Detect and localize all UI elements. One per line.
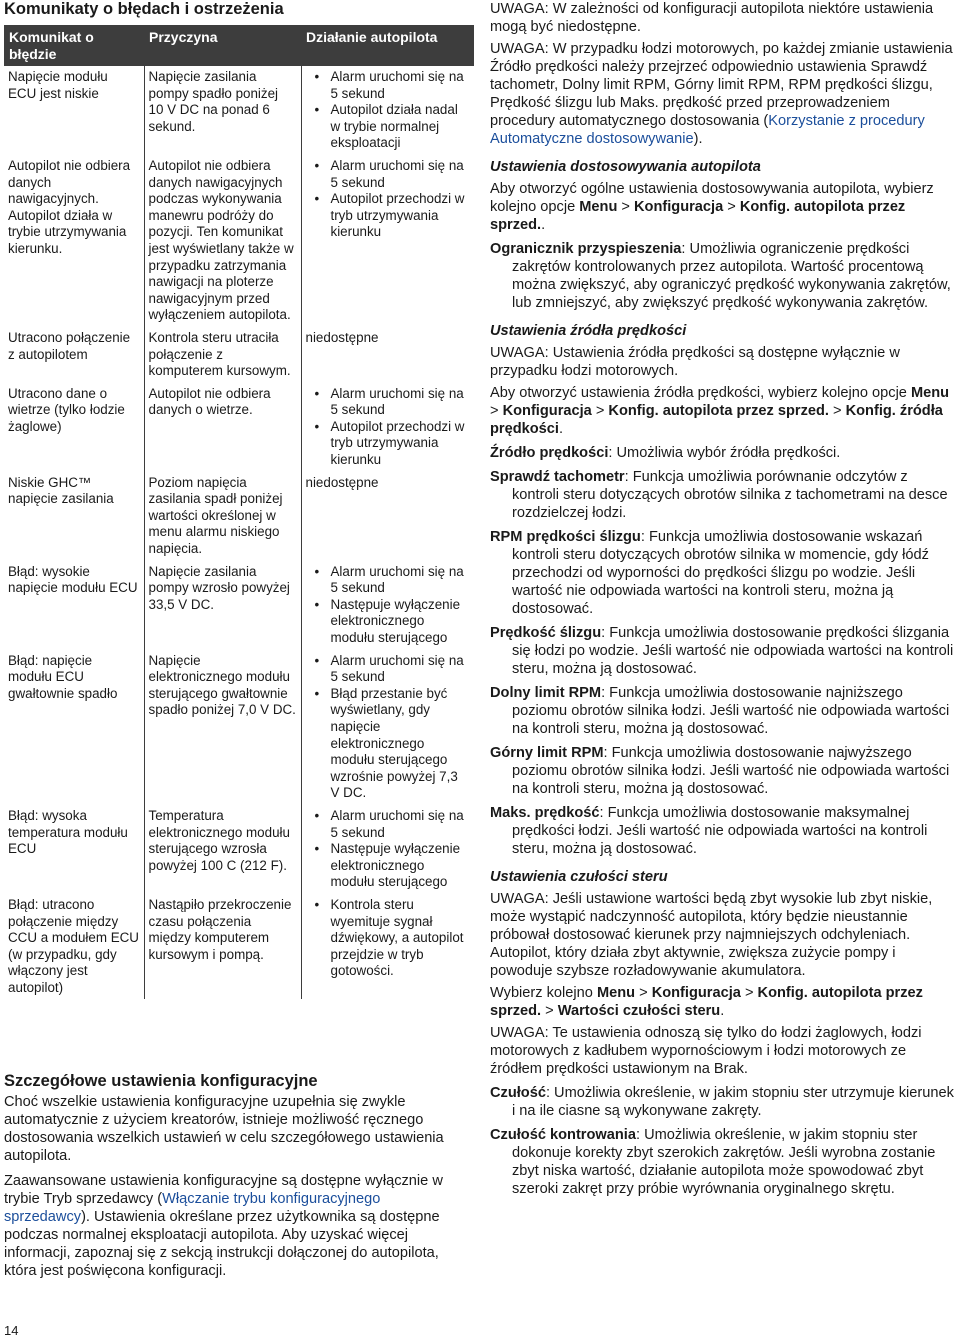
action-cell bbox=[301, 383, 474, 472]
error-message-cell: Utracono dane o wietrze (tylko łodzie żaglowe) bbox=[4, 383, 144, 472]
def-counter-sensitivity: Czułość kontrowania: Umożliwia określenie, w jakim stopniu ster dokonuje korekty zbyt szerokich zakrętów. Jeśli wyrobna zostanie zbyt niska wartość, działanie autopilota może spowodować zbyt szeroki zakręt przy próbie wyrównania oryginalnego skrętu. bbox=[490, 1127, 936, 1197]
def-check-tachometer: Sprawdź tachometr: Funkcja umożliwia porównanie odczytów z kontroli steru dotyczących obrotów silnika z tachometrami na desce rozdzielczej łodzi. bbox=[490, 469, 948, 521]
action-list-item: • Alarm uruchomi się na 5 sekund bbox=[331, 158, 471, 191]
action-cell bbox=[301, 561, 474, 650]
action-list-item: • Autopilot działa nadal w trybie normalnej eksploatacji bbox=[331, 102, 471, 152]
error-message-cell: Napięcie modułu ECU jest niskie bbox=[4, 66, 144, 155]
header-message: Komunikat o błędzie bbox=[4, 25, 144, 66]
action-cell bbox=[301, 894, 474, 1000]
tuning-open-instructions: Aby otworzyć ogólne ustawienia dostosowywania autopilota, wybierz kolejno opcje Menu > Konfiguracja > Konfig. autopilota przez sprzed.. bbox=[490, 181, 934, 233]
left-column bbox=[4, 0, 474, 995]
table-row bbox=[4, 383, 474, 472]
table-row bbox=[4, 805, 474, 894]
action-list-item: • Błąd przestanie być wyświetlany, gdy napięcie elektronicznego modułu sterującego wzrośnie powyżej 7,3 V DC. bbox=[331, 686, 471, 802]
action-cell bbox=[301, 472, 474, 561]
page-number: 14 bbox=[4, 1323, 19, 1338]
action-list bbox=[306, 69, 471, 152]
action-list-item: • Kontrola steru wyemituje sygnał dźwiękowy, a autopilot przejdzie w tryb gotowości. bbox=[331, 897, 471, 980]
sensitivity-open-instructions: Wybierz kolejno Menu > Konfiguracja > Konfig. autopilota przez sprzed. > Wartości czułości steru. bbox=[490, 985, 923, 1019]
subheading-speed-source: Ustawienia źródła prędkości bbox=[490, 323, 687, 339]
action-list bbox=[306, 653, 471, 802]
action-list bbox=[306, 158, 471, 241]
action-list-item: • Autopilot przechodzi w tryb utrzymywania kierunku bbox=[331, 191, 471, 241]
action-cell bbox=[301, 327, 474, 383]
def-speed-source: Źródło prędkości: Umożliwia wybór źródła prędkości. bbox=[490, 445, 841, 461]
table-row bbox=[4, 472, 474, 561]
error-message-cell: Błąd: utracono połączenie między CCU a modułem ECU (w przypadku, gdy włączony jest autopilot) bbox=[4, 894, 144, 1000]
error-message-cell: Błąd: wysokie napięcie modułu ECU bbox=[4, 561, 144, 650]
action-list-item: • Alarm uruchomi się na 5 sekund bbox=[331, 653, 471, 686]
action-list-item: • Następuje wyłączenie elektronicznego modułu sterującego bbox=[331, 597, 471, 647]
def-planing-speed: Prędkość ślizgu: Funkcja umożliwia dostosowanie prędkości ślizgania się łodzi po wodzie. Jeśli wartość nie odpowiada wartości na kontroli steru, można ją dostosować. bbox=[490, 625, 954, 677]
speed-source-open-instructions: Aby otworzyć ustawienia źródła prędkości, wybierz kolejno opcje Menu > Konfiguracja > Konfig. autopilota przez sprzed. > Konfig. źródła prędkości. bbox=[490, 385, 950, 437]
def-sensitivity: Czułość: Umożliwia określenie, w jakim stopniu ster utrzymuje kierunek i na ile ciasne są wykonywane zakręty. bbox=[490, 1085, 954, 1119]
action-list-item: • Alarm uruchomi się na 5 sekund bbox=[331, 564, 471, 597]
note-motor-only: UWAGA: Ustawienia źródła prędkości są dostępne wyłącznie w przypadku łodzi motorowych. bbox=[490, 345, 900, 379]
config-intro bbox=[4, 1093, 466, 1287]
section-title-config: Szczegółowe ustawienia konfiguracyjne bbox=[4, 1072, 318, 1090]
action-list bbox=[306, 564, 471, 647]
header-action: Działanie autopilota bbox=[301, 25, 474, 66]
cause-cell: Poziom napięcia zasilania spadł poniżej wartości określonej w menu alarmu niskiego napięcia. bbox=[144, 472, 301, 561]
subheading-tuning: Ustawienia dostosowywania autopilota bbox=[490, 159, 761, 175]
action-list bbox=[306, 808, 471, 891]
error-messages-table bbox=[4, 25, 474, 999]
action-list-item: • Alarm uruchomi się na 5 sekund bbox=[331, 69, 471, 102]
error-message-cell: Utracono połączenie z autopilotem bbox=[4, 327, 144, 383]
action-list-item: • Alarm uruchomi się na 5 sekund bbox=[331, 386, 471, 419]
table-row bbox=[4, 561, 474, 650]
table-header-row bbox=[4, 25, 474, 66]
cause-cell: Kontrola steru utraciła połączenie z komputerem kursowym. bbox=[144, 327, 301, 383]
table-row bbox=[4, 66, 474, 155]
action-cell bbox=[301, 805, 474, 894]
cause-cell: Nastąpiło przekroczenie czasu połączenia między komputerem kursowym i pompą. bbox=[144, 894, 301, 1000]
cause-cell: Napięcie zasilania pompy wzrosło powyżej 33,5 V DC. bbox=[144, 561, 301, 650]
right-column bbox=[490, 0, 954, 1198]
action-list-item: • Następuje wyłączenie elektronicznego modułu sterującego bbox=[331, 841, 471, 891]
def-high-rpm-limit: Górny limit RPM: Funkcja umożliwia dostosowanie najwyższego poziomu obrotów silnika łodzi. Jeśli wartość nie odpowiada wartości na kontroli steru, można ją dostosować. bbox=[490, 745, 950, 797]
dealer-mode-link[interactable]: Włączanie trybu konfiguracyjnego sprzedawcy bbox=[4, 1191, 381, 1225]
def-acceleration-limiter: Ogranicznik przyspieszenia: Umożliwia ograniczenie prędkości zakrętów kontrolowanych przez autopilota. Wartość procentową można zwiększyć, aby ograniczyć prędkość wykonywania zakrętów, lub zmniejszyć, aby zwiększyć prędkość wykonywania zakrętów. bbox=[490, 241, 951, 311]
note-speed-source: UWAGA: W przypadku łodzi motorowych, po każdej zmianie ustawienia Źródło prędkości należy przejrzeć odpowiednio ustawienia Sprawdź tachometr, Dolny limit RPM, Górny limit RPM, RPM prędkości ślizgu, Prędkość ślizgu lub Maks. prędkość przed przeprowadzeniem procedury automatycznego dostosowania (Korzystanie z procedury Automatyczne dostosowywanie). bbox=[490, 41, 953, 147]
note-availability: UWAGA: W zależności od konfiguracji autopilota niektóre ustawienia mogą być niedostępne. bbox=[490, 1, 934, 35]
action-text: niedostępne bbox=[305, 474, 379, 490]
cause-cell: Napięcie zasilania pompy spadło poniżej 10 V DC na ponad 6 sekund. bbox=[144, 66, 301, 155]
action-cell bbox=[301, 155, 474, 327]
action-list bbox=[306, 897, 471, 980]
note-sensitivity-warning: UWAGA: Jeśli ustawione wartości będą zbyt wysokie lub zbyt niskie, może wystąpić nadczynność autopilota, który będzie nieustannie próbował dostosować kierunek przy najmniejszych odchyleniach. Autopilot, który działa zbyt aktywnie, zwiększa zużycie pompy i powoduje szybsze rozładowywanie akumulatora. bbox=[490, 891, 933, 979]
table-row bbox=[4, 327, 474, 383]
cause-cell: Autopilot nie odbiera danych o wietrze. bbox=[144, 383, 301, 472]
action-cell bbox=[301, 66, 474, 155]
action-text: niedostępne bbox=[305, 329, 379, 345]
table-row bbox=[4, 155, 474, 327]
action-list-item: • Autopilot przechodzi w tryb utrzymywania kierunku bbox=[331, 419, 471, 469]
action-list bbox=[306, 386, 471, 469]
error-message-cell: Błąd: wysoka temperatura modułu ECU bbox=[4, 805, 144, 894]
action-cell bbox=[301, 650, 474, 805]
subheading-rudder-sensitivity: Ustawienia czułości steru bbox=[490, 869, 668, 885]
config-intro-p1: Choć wszelkie ustawienia konfiguracyjne uzupełnia się zwykle automatycznie z użyciem kreatorów, istnieje możliwość ręcznego dostosowania wszelkich ustawień w celu szczegółowego ustawienia autopilota. bbox=[4, 1094, 444, 1164]
error-message-cell: Błąd: napięcie modułu ECU gwałtownie spadło bbox=[4, 650, 144, 805]
config-intro-p2: Zaawansowane ustawienia konfiguracyjne są dostępne wyłącznie w trybie Tryb sprzedawcy (Włączanie trybu konfiguracyjnego sprzedawcy). Ustawienia określane przez użytkownika są dostępne podczas normalnej eksploatacji autopilota. Aby uzyskać więcej informacji, zapoznaj się z sekcją instrukcji dołączonej do autopilota, która jest poświęcona konfiguracji. bbox=[4, 1173, 443, 1279]
error-message-cell: Autopilot nie odbiera danych nawigacyjnych. Autopilot działa w trybie utrzymywania kierunku. bbox=[4, 155, 144, 327]
page-title: Komunikaty o błędach i ostrzeżenia bbox=[4, 0, 284, 18]
error-message-cell: Niskie GHC™ napięcie zasilania bbox=[4, 472, 144, 561]
table-row bbox=[4, 650, 474, 805]
def-max-speed: Maks. prędkość: Funkcja umożliwia dostosowanie maksymalnej prędkości łodzi. Jeśli wartość nie odpowiada wartości na kontroli steru, można ją dostosować. bbox=[490, 805, 928, 857]
action-list-item: • Alarm uruchomi się na 5 sekund bbox=[331, 808, 471, 841]
def-low-rpm-limit: Dolny limit RPM: Funkcja umożliwia dostosowanie najniższego poziomu obrotów silnika łodzi. Jeśli wartość nie odpowiada wartości na kontroli steru, można ją dostosować. bbox=[490, 685, 950, 737]
cause-cell: Autopilot nie odbiera danych nawigacyjnych podczas wykonywania manewru podróży do pozycji. Ten komunikat jest wyświetlany także w przypadku zatrzymania nawigacji na ploterze nawigacyjnym przed wyłączeniem autopilota. bbox=[144, 155, 301, 327]
cause-cell: Temperatura elektronicznego modułu sterującego wzrosła powyżej 100 C (212 F). bbox=[144, 805, 301, 894]
cause-cell: Napięcie elektronicznego modułu sterującego gwałtownie spadło poniżej 7,0 V DC. bbox=[144, 650, 301, 805]
note-sail-displacement: UWAGA: Te ustawienia odnoszą się tylko do łodzi żaglowych, łodzi motorowych z kadłubem wypornościowym i łodzi motorowych ze źródłem prędkości ustawionym na Brak. bbox=[490, 1025, 922, 1077]
autotune-link[interactable]: Korzystanie z procedury Automatyczne dostosowywanie bbox=[490, 113, 925, 147]
header-cause: Przyczyna bbox=[144, 25, 301, 66]
table-row bbox=[4, 894, 474, 1000]
def-planing-rpm: RPM prędkości ślizgu: Funkcja umożliwia dostosowanie wskazań kontroli steru dotyczących obrotów silnika w momencie, gdy łódź przechodzi od wyporności do prędkości ślizgu po wodzie. Jeśli wartość nie odpowiada wartości na kontroli steru, można ją dostosować. bbox=[490, 529, 929, 617]
